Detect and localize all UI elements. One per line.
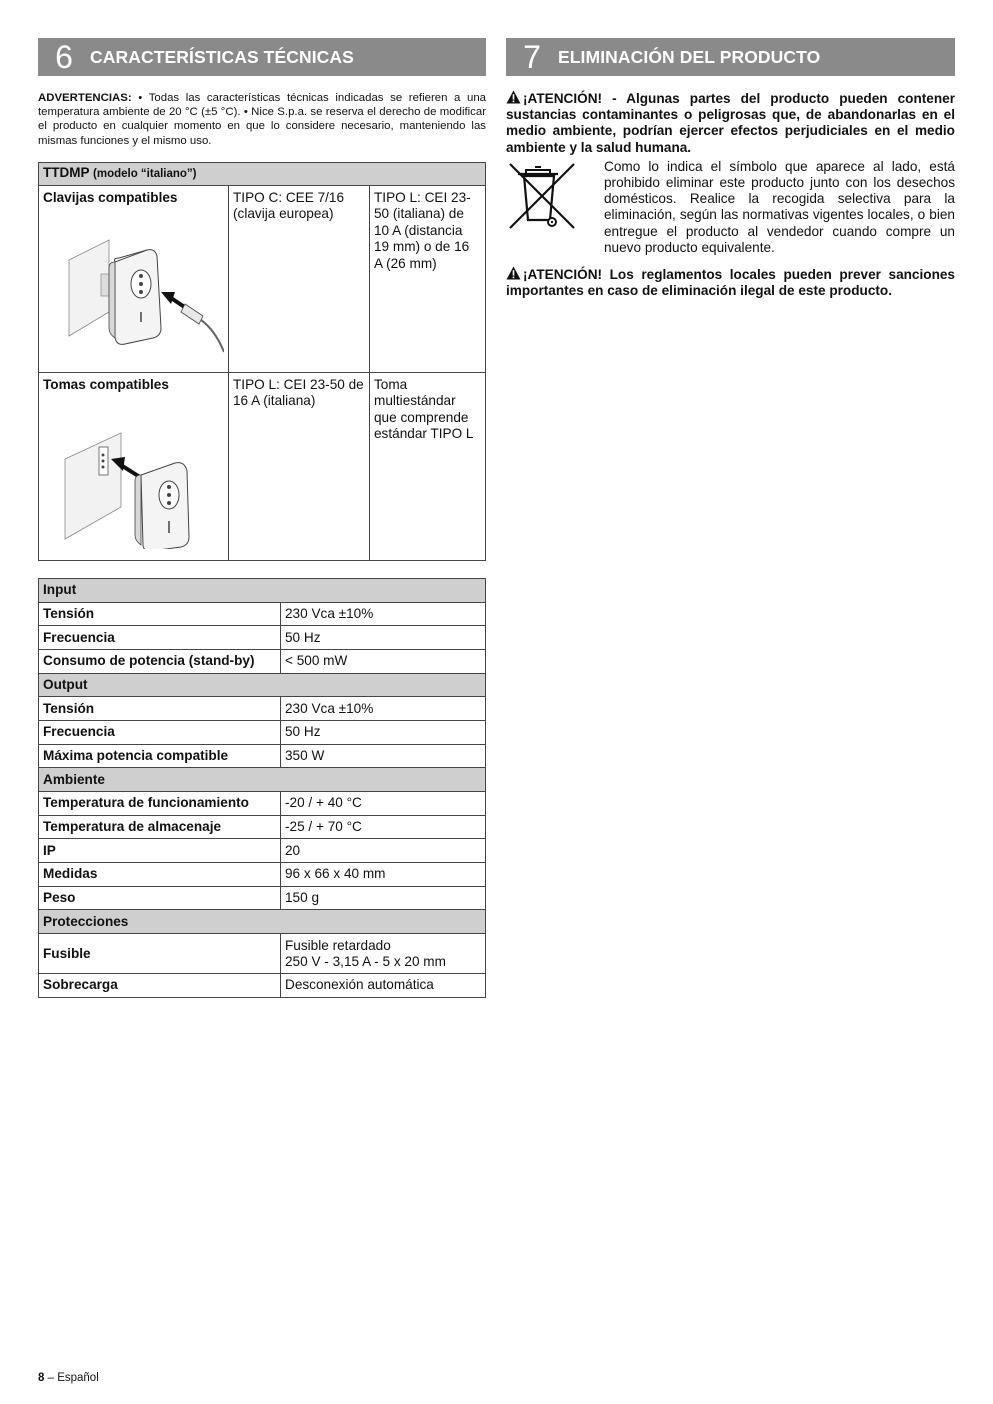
page-footer [38,1372,99,1384]
footer-language: – Español [44,1372,99,1384]
group-header: Output [39,673,486,697]
table-row: Fusible Fusible retardado 250 V - 3,15 A - 5 x 20 mm [39,934,486,974]
table-row: Peso 150 g [39,886,486,910]
page-number: 8 [38,1372,45,1384]
attention-paragraph-1: ¡ATENCIÓN! - Algunas partes del producto pueden contener sustancias contaminantes o peligrosas que, de abandonarlas en el medio ambiente, podrían ejercer efectos perjudiciales en el medio ambiente y la salud humana. [506,91,955,155]
socket-multistandard: Toma multiestándar que comprende estándar TIPO L [370,372,486,560]
specifications-table [38,578,486,998]
plug-type-c: TIPO C: CEE 7/16 (clavija europea) [229,185,370,372]
section-title: ELIMINACIÓN DEL PRODUCTO [558,46,821,67]
warning-triangle-icon [506,90,521,104]
product-table [38,162,486,561]
table-row: Frecuencia 50 Hz [39,626,486,650]
section-number: 6 [55,39,73,75]
table-row: Medidas 96 x 66 x 40 mm [39,863,486,887]
table-row: Consumo de potencia (stand-by) < 500 mW [39,649,486,673]
table-row: Temperatura de almacenaje -25 / + 70 °C [39,815,486,839]
section-6-header [38,38,486,76]
table-row [39,185,486,372]
socket-type-l: TIPO L: CEI 23-50 de 16 A (italiana) [229,372,370,560]
table-row: IP 20 [39,839,486,863]
group-header: Protecciones [39,910,486,934]
model-name: TTDMP [43,164,90,180]
warnings-paragraph [38,91,486,148]
section-number: 7 [523,39,541,75]
model-note: (modelo “italiano”) [93,167,197,180]
row-label: Tomas compatibles [43,376,169,392]
group-header: Input [39,578,486,602]
group-header: Ambiente [39,768,486,792]
plug-type-l: TIPO L: CEI 23-50 (italiana) de 10 A (distancia 19 mm) o de 16 A (26 mm) [370,185,486,372]
section-title: CARACTERÍSTICAS TÉCNICAS [90,46,354,67]
plug-into-adapter-illustration [43,212,224,362]
table-row: Máxima potencia compatible 350 W [39,744,486,768]
table-row: Tensión 230 Vca ±10% [39,697,486,721]
table-row: Sobrecarga Desconexión automática [39,974,486,998]
row-label: Clavijas compatibles [43,189,178,205]
section-6 [38,38,486,998]
disposal-text: Como lo indica el símbolo que aparece al lado, está prohibido eliminar este producto junto con los desechos domésticos. Realice la recogida selectiva para la eliminación, según las normativas vigentes locales, o bien entregue el producto al vendedor cuando compre un nuevo producto equivalente. [604,158,955,255]
disposal-block [506,159,955,256]
table-row: Frecuencia 50 Hz [39,720,486,744]
table-row: Tensión 230 Vca ±10% [39,602,486,626]
adapter-into-socket-illustration [43,399,224,549]
crossed-out-wheelie-bin-icon [506,160,578,232]
product-table-header [39,162,486,185]
warnings-label: ADVERTENCIAS: [38,92,132,104]
section-7 [506,38,955,299]
attention-paragraph-2: ¡ATENCIÓN! Los reglamentos locales pueden prever sanciones importantes en caso de eliminación ilegal de este producto. [506,267,955,299]
warnings-text: • Todas las características técnicas indicadas se refieren a una temperatura ambiente de 20 °C (±5 °C). • Nice S.p.a. se reserva el derecho de modificar el producto en cualquier momento en que lo considere necesario, manteniendo las mismas funciones y el mismo uso. [38,92,486,147]
warning-triangle-icon [506,266,521,280]
table-row [39,372,486,560]
section-7-header [506,38,955,76]
table-row: Temperatura de funcionamiento -20 / + 40 °C [39,792,486,816]
